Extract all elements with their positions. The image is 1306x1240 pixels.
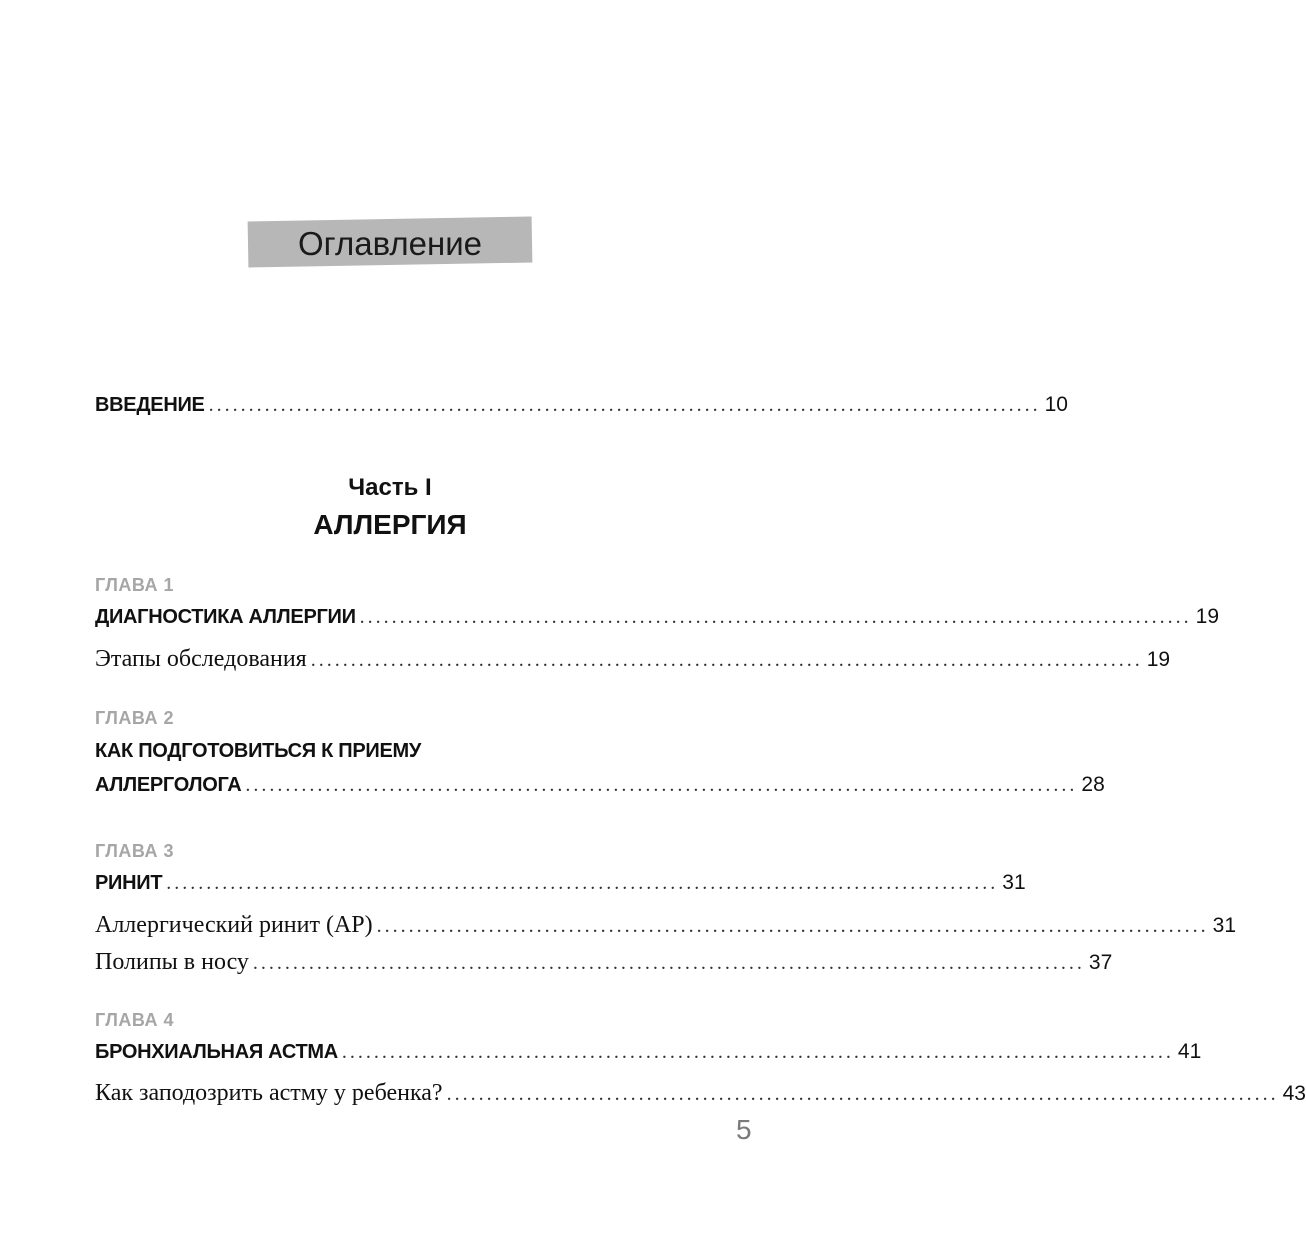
toc-entry-page: 43: [1282, 1082, 1306, 1105]
toc-entry-page: 31: [1002, 871, 1026, 894]
toc-entry-label: ДИАГНОСТИКА АЛЛЕРГИИ: [95, 606, 356, 628]
toc-entry-item[interactable]: [95, 1080, 1306, 1107]
chapter-tag: ГЛАВА 2: [95, 708, 174, 728]
toc-entry-label: ВВЕДЕНИЕ: [95, 394, 205, 416]
leader-dots: ........................................................................................................: [376, 915, 1209, 937]
toc-entry-label: БРОНХИАЛЬНАЯ АСТМА: [95, 1041, 338, 1063]
leader-dots: ........................................................................................................: [341, 1041, 1174, 1063]
page-number: 5: [736, 1114, 752, 1145]
leader-dots: ........................................................................................................: [245, 774, 1078, 796]
toc-entry-page: 41: [1177, 1040, 1202, 1063]
leader-dots: ........................................................................................................: [359, 606, 1192, 628]
toc-entry-item[interactable]: [95, 646, 1171, 673]
toc-entry-label: РИНИТ: [95, 872, 163, 894]
toc-entry-page: 28: [1081, 773, 1105, 796]
leader-dots: ........................................................................................................: [208, 394, 1041, 416]
chapter-heading-line1: КАК ПОДГОТОВИТЬСЯ К ПРИЕМУ: [95, 740, 422, 762]
toc-entry-chapter-1[interactable]: [95, 605, 1220, 629]
toc-entry-chapter-2[interactable]: [95, 773, 1105, 797]
part-number: Часть I: [348, 474, 432, 501]
chapter-tag: ГЛАВА 3: [95, 841, 174, 861]
toc-entry-item[interactable]: [95, 949, 1113, 976]
toc-entry-page: 10: [1044, 393, 1068, 416]
toc-entry-label: Как заподозрить астму у ребенка?: [95, 1080, 443, 1106]
leader-dots: ........................................................................................................: [252, 952, 1085, 974]
toc-entry-page: 37: [1088, 951, 1113, 974]
chapter-tag: ГЛАВА 1: [95, 575, 174, 595]
toc-entry-label: Полипы в носу: [95, 949, 249, 975]
toc-entry-page: 31: [1212, 914, 1236, 937]
chapter-tag: ГЛАВА 4: [95, 1010, 174, 1030]
leader-dots: ........................................................................................................: [310, 649, 1143, 671]
page-title: Оглавление: [298, 225, 482, 262]
toc-entry-chapter-4[interactable]: [95, 1040, 1202, 1064]
part-name: АЛЛЕРГИЯ: [313, 509, 467, 540]
toc-entry-chapter-3[interactable]: [95, 871, 1026, 895]
leader-dots: ........................................................................................................: [166, 872, 999, 894]
toc-entry-item[interactable]: [95, 912, 1236, 939]
toc-entry-page: 19: [1195, 605, 1220, 628]
toc-entry-label: АЛЛЕРГОЛОГА: [95, 774, 242, 796]
toc-entry-label: Аллергический ринит (АР): [95, 912, 373, 938]
toc-entry-page: 19: [1146, 648, 1171, 671]
leader-dots: ........................................................................................................: [446, 1083, 1279, 1105]
toc-entry-label: Этапы обследования: [95, 646, 307, 672]
toc-entry-intro[interactable]: [95, 393, 1068, 417]
